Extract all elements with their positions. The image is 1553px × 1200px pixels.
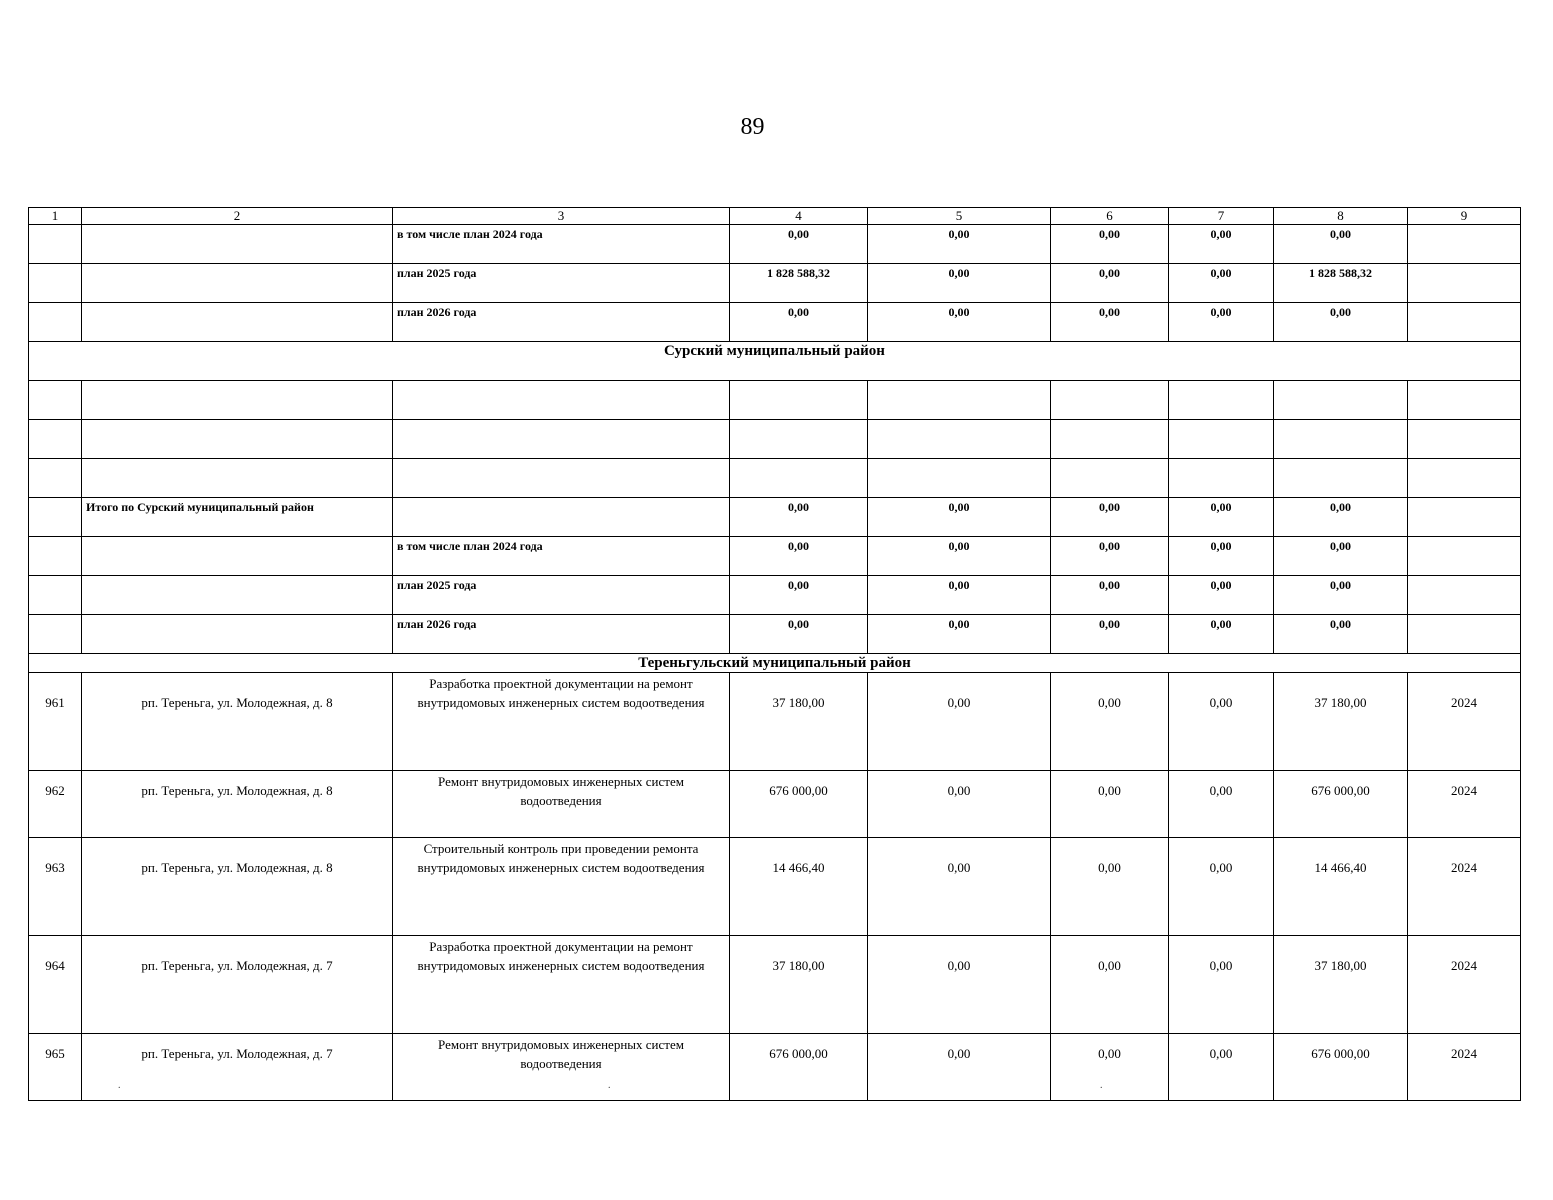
- cell-value: 0,00: [1051, 303, 1169, 342]
- cell-value: 0,00: [1274, 303, 1408, 342]
- plan-label: план 2026 года: [393, 303, 730, 342]
- address: рп. Тереньга, ул. Молодежная, д. 7: [82, 1034, 393, 1101]
- cell-value: 37 180,00: [730, 936, 868, 1034]
- empty-row: [29, 420, 1521, 459]
- plan-label: в том числе план 2024 года: [393, 225, 730, 264]
- cell-value: 0,00: [1051, 838, 1169, 936]
- work-description: Строительный контроль при проведении ремонта внутридомовых инженерных систем водоотведения: [393, 838, 730, 936]
- cell-value: 0,00: [1274, 615, 1408, 654]
- cell-value: 0,00: [868, 1034, 1051, 1101]
- cell-value: 0,00: [868, 264, 1051, 303]
- cell-value: 0,00: [868, 303, 1051, 342]
- cell-value: 37 180,00: [1274, 936, 1408, 1034]
- cell-value: 0,00: [1051, 576, 1169, 615]
- plan-row: [29, 576, 1521, 615]
- cell-value: 0,00: [1169, 576, 1274, 615]
- cell-value: 0,00: [1274, 225, 1408, 264]
- year: 2024: [1408, 838, 1521, 936]
- empty-row: [29, 381, 1521, 420]
- plan-label: в том числе план 2024 года: [393, 537, 730, 576]
- cell-value: 0,00: [1051, 615, 1169, 654]
- cell-value: 0,00: [1169, 225, 1274, 264]
- cell-value: 676 000,00: [730, 1034, 868, 1101]
- column-number: 4: [730, 208, 868, 225]
- column-number-row: [29, 208, 1521, 225]
- column-number: 1: [29, 208, 82, 225]
- cell-value: 0,00: [1169, 537, 1274, 576]
- plan-label: план 2025 года: [393, 576, 730, 615]
- cell-value: 676 000,00: [1274, 771, 1408, 838]
- year: 2024: [1408, 673, 1521, 771]
- cell-value: 0,00: [730, 225, 868, 264]
- region-total-row: [29, 498, 1521, 537]
- cell-value: 0,00: [868, 838, 1051, 936]
- cell-value: 0,00: [1169, 498, 1274, 537]
- column-number: 5: [868, 208, 1051, 225]
- cell-value: 1 828 588,32: [1274, 264, 1408, 303]
- table-row: [29, 673, 1521, 771]
- year: 2024: [1408, 1034, 1521, 1101]
- row-number: 962: [29, 771, 82, 838]
- cell-value: 0,00: [730, 615, 868, 654]
- column-number: 9: [1408, 208, 1521, 225]
- cell-value: 0,00: [868, 225, 1051, 264]
- cell-value: 676 000,00: [730, 771, 868, 838]
- row-number: 963: [29, 838, 82, 936]
- cell-value: 0,00: [1274, 498, 1408, 537]
- cell-value: 0,00: [1051, 673, 1169, 771]
- cell-value: 0,00: [1051, 537, 1169, 576]
- plan-label: план 2025 года: [393, 264, 730, 303]
- cell-value: 0,00: [1051, 771, 1169, 838]
- plan-row: [29, 615, 1521, 654]
- empty-row: [29, 459, 1521, 498]
- region-header: [29, 654, 1521, 673]
- cell-value: 37 180,00: [1274, 673, 1408, 771]
- cell-value: 0,00: [1169, 264, 1274, 303]
- row-number: 964: [29, 936, 82, 1034]
- cell-value: 0,00: [868, 771, 1051, 838]
- column-number: 8: [1274, 208, 1408, 225]
- scan-speck: .: [608, 1080, 611, 1091]
- cell-value: 0,00: [1274, 537, 1408, 576]
- address: рп. Тереньга, ул. Молодежная, д. 8: [82, 673, 393, 771]
- table-row: [29, 1034, 1521, 1101]
- cell-value: 0,00: [730, 537, 868, 576]
- cell-value: 0,00: [1051, 225, 1169, 264]
- row-number: 961: [29, 673, 82, 771]
- region-total-label: Итого по Сурский муниципальный район: [82, 498, 393, 537]
- work-description: Ремонт внутридомовых инженерных систем водоотведения: [393, 1034, 730, 1101]
- cell-value: 0,00: [1169, 771, 1274, 838]
- column-number: 7: [1169, 208, 1274, 225]
- cell-value: 0,00: [1051, 936, 1169, 1034]
- cell-value: 0,00: [868, 576, 1051, 615]
- cell-value: 0,00: [1169, 303, 1274, 342]
- cell-value: 37 180,00: [730, 673, 868, 771]
- cell-value: 0,00: [868, 537, 1051, 576]
- cell-value: 0,00: [1169, 936, 1274, 1034]
- plan-label: план 2026 года: [393, 615, 730, 654]
- cell-value: 0,00: [1051, 264, 1169, 303]
- cell-value: 0,00: [1051, 1034, 1169, 1101]
- plan-row: [29, 264, 1521, 303]
- cell-value: 0,00: [1051, 498, 1169, 537]
- address: рп. Тереньга, ул. Молодежная, д. 8: [82, 771, 393, 838]
- cell-value: 0,00: [1274, 576, 1408, 615]
- column-number: 3: [393, 208, 730, 225]
- cell-value: 0,00: [1169, 838, 1274, 936]
- scan-speck: .: [118, 1080, 121, 1091]
- table-row: [29, 838, 1521, 936]
- cell-value: 0,00: [868, 673, 1051, 771]
- region-title: Сурский муниципальный район: [29, 342, 1521, 381]
- work-description: Ремонт внутридомовых инженерных систем водоотведения: [393, 771, 730, 838]
- cell-value: 0,00: [1169, 673, 1274, 771]
- cell-value: 14 466,40: [1274, 838, 1408, 936]
- address: рп. Тереньга, ул. Молодежная, д. 8: [82, 838, 393, 936]
- work-description: Разработка проектной документации на ремонт внутридомовых инженерных систем водоотведения: [393, 673, 730, 771]
- cell-value: 0,00: [1169, 1034, 1274, 1101]
- cell-value: 1 828 588,32: [730, 264, 868, 303]
- plan-row: [29, 537, 1521, 576]
- plan-row: [29, 303, 1521, 342]
- cell-value: 0,00: [868, 498, 1051, 537]
- row-number: 965: [29, 1034, 82, 1101]
- work-description: Разработка проектной документации на ремонт внутридомовых инженерных систем водоотведения: [393, 936, 730, 1034]
- region-title: Тереньгульский муниципальный район: [29, 654, 1521, 673]
- table-row: [29, 771, 1521, 838]
- plan-row: [29, 225, 1521, 264]
- column-number: 6: [1051, 208, 1169, 225]
- cell-value: 0,00: [730, 576, 868, 615]
- cell-value: 676 000,00: [1274, 1034, 1408, 1101]
- page-number: 89: [740, 114, 765, 140]
- scan-speck: .: [1100, 1080, 1103, 1091]
- cell-value: 0,00: [730, 498, 868, 537]
- year: 2024: [1408, 936, 1521, 1034]
- column-number: 2: [82, 208, 393, 225]
- table-row: [29, 936, 1521, 1034]
- cell-value: 0,00: [730, 303, 868, 342]
- cell-value: 0,00: [868, 936, 1051, 1034]
- region-header: [29, 342, 1521, 381]
- cell-value: 14 466,40: [730, 838, 868, 936]
- address: рп. Тереньга, ул. Молодежная, д. 7: [82, 936, 393, 1034]
- program-table: [28, 207, 1521, 1101]
- year: 2024: [1408, 771, 1521, 838]
- cell-value: 0,00: [868, 615, 1051, 654]
- cell-value: 0,00: [1169, 615, 1274, 654]
